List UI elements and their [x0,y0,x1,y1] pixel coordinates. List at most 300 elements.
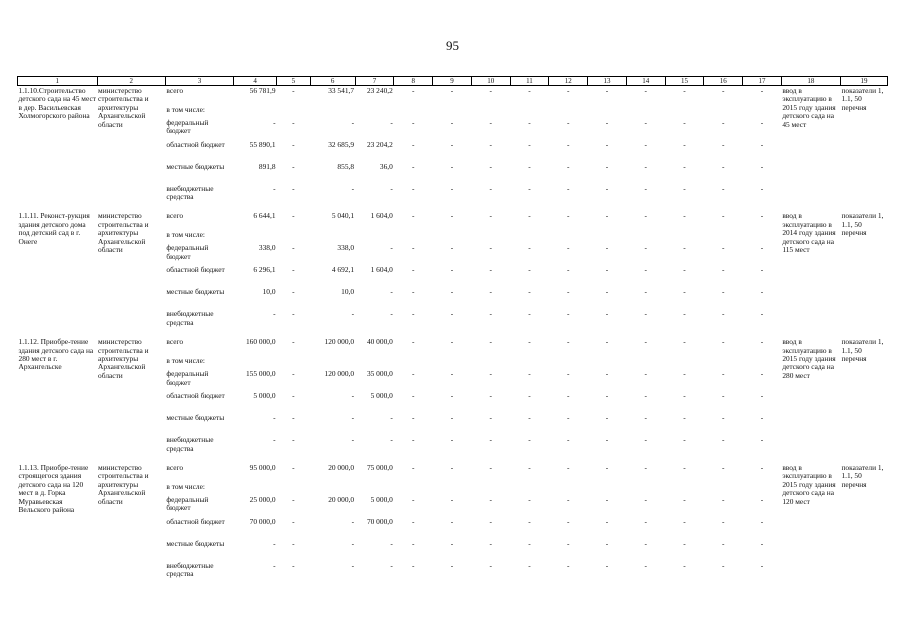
amount-col-14: - [644,140,647,149]
amount-col-9: - [450,517,454,526]
amount-col-15 [665,231,704,244]
amount-c6: 4 692,1 [331,266,355,275]
amount-col-11: - [528,462,531,472]
amount-col-13: - [605,414,609,423]
amount-col-8: - [411,244,415,253]
funding-source: всего [166,211,184,221]
amount-col-8: - [411,211,415,221]
amount-c6: - [351,118,355,127]
column-number-15: 15 [665,77,704,86]
funding-source: внебюджетные средства [166,436,214,453]
expected-result: ввод в эксплуатацию в 2014 году здания детского сада на 115 мест [782,211,836,254]
amount-col-10 [471,106,510,119]
amount-c5 [277,357,311,370]
amount-col-12: - [566,244,570,253]
amount-c4: - [273,118,276,127]
amount-col-17: - [760,370,764,379]
amount-col-17: - [760,244,764,253]
amount-col-14: - [644,211,647,221]
amount-col-14: - [644,86,647,95]
column-number-2: 2 [97,77,165,86]
amount-col-8: - [411,184,415,193]
amount-col-12: - [566,539,570,548]
amount-col-14: - [644,370,647,379]
amount-col-14 [626,106,665,119]
amount-col-15: - [683,162,686,171]
amount-col-17: - [760,539,764,548]
amount-c5: - [292,392,295,401]
amount-col-13: - [605,162,609,171]
amount-col-14: - [644,539,647,548]
amount-col-10: - [489,337,492,347]
column-number-1: 1 [18,77,98,86]
amount-col-14 [626,483,665,496]
amount-col-16: - [721,462,725,472]
column-number-13: 13 [588,77,627,86]
funding-source: местные бюджеты [166,162,225,171]
amount-col-11: - [528,392,531,401]
amount-col-16: - [721,288,725,297]
expected-result: ввод в эксплуатацию в 2015 году здания детского сада на 120 мест [782,462,836,506]
amount-col-16: - [721,436,725,445]
amount-col-15: - [683,561,686,570]
amount-col-9: - [450,288,454,297]
amount-col-9: - [450,495,454,504]
amount-c6 [310,231,355,244]
amount-col-15 [665,357,704,370]
amount-col-8 [394,483,433,496]
column-number-3: 3 [165,77,233,86]
amount-col-16: - [721,414,725,423]
amount-c5: - [292,517,295,526]
amount-c7: 5 000,0 [370,495,393,504]
amount-col-15: - [683,436,686,445]
amount-col-11: - [528,162,531,171]
amount-col-16: - [721,266,725,275]
amount-c5: - [292,118,295,127]
amount-col-11: - [528,310,531,319]
amount-col-10: - [489,462,492,472]
amount-col-14: - [644,118,647,127]
column-number-6: 6 [310,77,355,86]
amount-c6: - [351,517,355,526]
amount-c5: - [292,288,295,297]
amount-col-14: - [644,288,647,297]
amount-col-11: - [528,244,531,253]
amount-col-16: - [721,495,725,504]
column-number-12: 12 [549,77,588,86]
amount-col-9: - [450,337,454,347]
amount-col-9 [433,483,472,496]
amount-col-9: - [450,310,454,319]
amount-col-13: - [605,211,609,221]
amount-col-13 [588,357,627,370]
amount-c7: 1 604,0 [370,211,393,221]
amount-col-17 [743,231,782,244]
amount-c7: 35 000,0 [366,370,393,379]
amount-col-16 [704,357,743,370]
amount-col-10: - [489,495,492,504]
amount-col-12: - [566,118,570,127]
amount-col-17: - [760,86,764,95]
amount-col-16: - [721,211,725,221]
amount-c4: - [273,539,276,548]
amount-col-13: - [605,392,609,401]
funding-source: всего [166,337,184,347]
amount-c4 [234,483,277,496]
amount-col-9: - [450,462,454,472]
amount-col-13 [588,106,627,119]
amount-col-8: - [411,436,415,445]
funding-source: в том числе: [166,105,205,114]
amount-col-10 [471,231,510,244]
amount-col-9: - [450,539,454,548]
amount-c7: - [390,539,393,548]
funding-source: в том числе: [166,482,205,491]
amount-col-12: - [566,162,570,171]
amount-col-14: - [644,436,647,445]
amount-col-8: - [411,414,415,423]
amount-col-8: - [411,310,415,319]
amount-c7: - [390,561,393,570]
amount-col-8: - [411,561,415,570]
amount-col-17: - [760,517,764,526]
amount-col-13: - [605,495,609,504]
amount-col-11: - [528,436,531,445]
amount-col-11: - [528,495,531,504]
amount-c5: - [292,337,295,347]
amount-col-13: - [605,86,609,95]
amount-col-10: - [489,310,492,319]
amount-c6: 32 685,9 [328,140,355,149]
amount-c5: - [292,310,295,319]
amount-c7: 1 604,0 [370,266,393,275]
amount-c6 [310,357,355,370]
amount-col-12: - [566,86,570,95]
amount-col-8: - [411,337,415,347]
amount-col-13: - [605,539,609,548]
amount-col-11: - [528,414,531,423]
amount-c5: - [292,561,295,570]
amount-col-9: - [450,162,454,171]
amount-col-12: - [566,436,570,445]
amount-col-13: - [605,462,609,472]
amount-col-12: - [566,462,570,472]
funding-source: всего [166,462,184,472]
amount-col-14: - [644,462,647,472]
amount-c6: 338,0 [337,244,355,253]
amount-col-17: - [760,288,764,297]
amount-c6: - [351,392,355,401]
amount-col-8: - [411,288,415,297]
amount-col-16: - [721,118,725,127]
amount-c5: - [292,162,295,171]
expected-result: ввод в эксплуатацию в 2015 году здания детского сада на 280 мест [782,337,836,380]
column-number-5: 5 [277,77,311,86]
amount-col-8: - [411,539,415,548]
column-number-17: 17 [743,77,782,86]
amount-c7: 70 000,0 [366,517,393,526]
amount-c4: 5 000,0 [253,392,276,401]
amount-col-14 [626,357,665,370]
amount-col-9: - [450,392,454,401]
responsible-org: министерство строительства и архитектуры Архангельской области [98,211,149,254]
amount-c7: 40 000,0 [366,337,393,347]
funding-source: областной бюджет [166,266,225,275]
amount-c4: - [273,414,276,423]
amount-col-8: - [411,370,415,379]
amount-c5: - [292,495,295,504]
amount-c7 [355,483,394,496]
funding-source: федеральный бюджет [166,244,209,261]
amount-col-12: - [566,310,570,319]
amount-col-9: - [450,266,454,275]
amount-col-15: - [683,414,686,423]
amount-col-14: - [644,561,647,570]
amount-c6: 10,0 [341,288,355,297]
amount-col-14 [626,231,665,244]
amount-col-13: - [605,288,609,297]
amount-col-10: - [489,118,492,127]
amount-col-15: - [683,539,686,548]
amount-col-15: - [683,244,686,253]
amount-col-8 [394,106,433,119]
column-number-7: 7 [355,77,394,86]
amount-col-17: - [760,184,764,193]
amount-c6: 20 000,0 [328,462,355,472]
amount-col-10: - [489,162,492,171]
amount-c4 [234,231,277,244]
funding-source: внебюджетные средства [166,184,214,201]
column-number-11: 11 [510,77,549,86]
amount-col-8: - [411,118,415,127]
amount-col-17: - [760,162,764,171]
amount-c7: - [390,244,393,253]
amount-col-12: - [566,517,570,526]
amount-col-13: - [605,266,609,275]
amount-col-13: - [605,517,609,526]
program-activities-table [17,76,888,589]
amount-col-11: - [528,517,531,526]
amount-col-14: - [644,310,647,319]
amount-col-15: - [683,517,686,526]
amount-col-13 [588,483,627,496]
amount-c6: - [351,539,355,548]
amount-col-15: - [683,462,686,472]
amount-col-9: - [450,86,454,95]
amount-c4: 160 000,0 [245,337,276,347]
amount-c4: - [273,436,276,445]
amount-col-11: - [528,539,531,548]
column-number-19: 19 [840,77,887,86]
column-number-row [18,77,888,86]
amount-col-11: - [528,118,531,127]
amount-c6: 120 000,0 [324,337,355,347]
amount-col-11: - [528,86,531,95]
page-number: 95 [446,38,459,53]
amount-col-10: - [489,517,492,526]
amount-c4: 891,8 [258,162,276,171]
column-number-4: 4 [234,77,277,86]
amount-col-10: - [489,184,492,193]
amount-c5 [277,106,311,119]
amount-col-12 [549,106,588,119]
amount-c6: - [351,414,355,423]
amount-col-10 [471,483,510,496]
amount-c5: - [292,414,295,423]
amount-col-12: - [566,561,570,570]
amount-col-15: - [683,184,686,193]
amount-col-13: - [605,436,609,445]
amount-col-11 [510,106,549,119]
amount-col-10: - [489,86,492,95]
amount-col-11: - [528,561,531,570]
table-row [18,463,888,483]
amount-col-14: - [644,495,647,504]
amount-col-17: - [760,337,764,347]
amount-col-10: - [489,211,492,221]
amount-col-9: - [450,184,454,193]
amount-col-12: - [566,266,570,275]
amount-col-8: - [411,495,415,504]
amount-col-15: - [683,310,686,319]
target-indicators: показатели 1, 1.1, 50 перечня [841,211,884,238]
amount-c5 [277,231,311,244]
funding-source: внебюджетные средства [166,561,214,579]
amount-col-15: - [683,370,686,379]
target-indicators: показатели 1, 1.1, 50 перечня [841,86,884,112]
amount-c5: - [292,184,295,193]
amount-col-11 [510,231,549,244]
amount-col-9: - [450,561,454,570]
amount-col-8: - [411,162,415,171]
amount-c6: 5 040,1 [331,211,355,221]
amount-col-16: - [721,392,725,401]
amount-col-10: - [489,539,492,548]
amount-col-17: - [760,561,764,570]
amount-c7: 5 000,0 [370,392,393,401]
amount-col-11: - [528,288,531,297]
amount-col-9: - [450,370,454,379]
amount-col-8: - [411,392,415,401]
amount-col-15: - [683,337,686,347]
funding-source: федеральный бюджет [166,370,209,387]
amount-c7: 23 204,2 [366,140,393,149]
amount-col-16: - [721,244,725,253]
amount-col-17: - [760,436,764,445]
target-indicators: показатели 1, 1.1, 50 перечня [841,462,884,489]
amount-c4: 95 000,0 [249,462,276,472]
amount-col-10: - [489,414,492,423]
amount-col-10: - [489,244,492,253]
amount-col-12: - [566,288,570,297]
amount-col-8: - [411,140,415,149]
amount-col-14: - [644,162,647,171]
amount-col-17 [743,357,782,370]
amount-col-15: - [683,392,686,401]
amount-col-10: - [489,561,492,570]
amount-c4: 6 296,1 [253,266,276,275]
amount-col-9 [433,357,472,370]
column-number-8: 8 [394,77,433,86]
amount-c4: 10,0 [262,288,276,297]
amount-c7: - [390,288,393,297]
amount-c4 [234,106,277,119]
amount-col-16 [704,483,743,496]
amount-col-17: - [760,462,764,472]
amount-col-17: - [760,310,764,319]
amount-c4: 6 644,1 [253,211,276,221]
funding-source: в том числе: [166,357,205,366]
amount-col-11: - [528,211,531,221]
amount-col-15 [665,483,704,496]
amount-c5: - [292,140,295,149]
amount-c6: - [351,561,355,570]
amount-col-11: - [528,184,531,193]
column-number-18: 18 [781,77,840,86]
amount-c6: - [351,310,355,319]
amount-col-11: - [528,266,531,275]
amount-col-17: - [760,495,764,504]
activity-name: 1.1.11. Реконст-рукция здания детского дома под детский сад в г. Онеге [18,211,90,246]
target-indicators: показатели 1, 1.1, 50 перечня [841,337,884,363]
amount-c4: - [273,561,276,570]
amount-col-16: - [721,162,725,171]
funding-source: местные бюджеты [166,414,225,423]
responsible-org: министерство строительства и архитектуры Архангельской области [98,86,149,129]
amount-col-9: - [450,436,454,445]
expected-result: ввод в эксплуатацию в 2015 году здания детского сада на 45 мест [782,86,836,129]
table-row [18,86,888,106]
amount-col-13: - [605,140,609,149]
amount-c7: - [390,184,393,193]
amount-col-16: - [721,561,725,570]
amount-col-12: - [566,337,570,347]
amount-c5: - [292,244,295,253]
amount-col-10: - [489,288,492,297]
funding-source: местные бюджеты [166,288,225,297]
amount-col-9: - [450,211,454,221]
funding-source: внебюджетные средства [166,310,214,327]
amount-col-8: - [411,462,415,472]
amount-col-16: - [721,517,725,526]
amount-col-17: - [760,118,764,127]
amount-c5 [277,483,311,496]
amount-col-16: - [721,539,725,548]
amount-col-15: - [683,495,686,504]
funding-source: федеральный бюджет [166,118,209,135]
amount-c7: 75 000,0 [366,462,393,472]
amount-col-8 [394,357,433,370]
amount-col-8: - [411,266,415,275]
amount-col-12 [549,231,588,244]
funding-source: областной бюджет [166,140,225,149]
amount-col-10: - [489,436,492,445]
amount-col-16: - [721,370,725,379]
amount-col-9: - [450,118,454,127]
funding-source: областной бюджет [166,517,225,526]
amount-col-12: - [566,392,570,401]
amount-col-17: - [760,414,764,423]
amount-col-14: - [644,184,647,193]
amount-col-17: - [760,392,764,401]
amount-c5: - [292,462,295,472]
amount-col-11: - [528,140,531,149]
amount-col-15: - [683,266,686,275]
amount-col-17 [743,106,782,119]
amount-col-16 [704,231,743,244]
amount-col-15: - [683,140,686,149]
